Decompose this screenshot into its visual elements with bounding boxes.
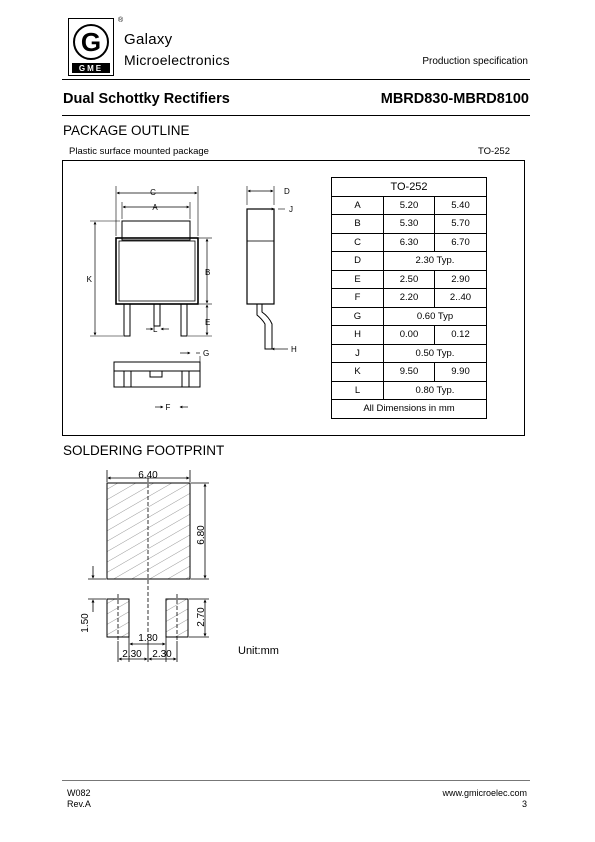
dim-symbol: A bbox=[332, 196, 384, 215]
dim-label-g: G bbox=[203, 349, 210, 358]
revision: Rev.A bbox=[67, 799, 91, 809]
dim-label-a: A bbox=[152, 203, 158, 212]
dim-symbol: G bbox=[332, 307, 384, 326]
dim-min: 2.20 bbox=[384, 289, 435, 308]
dim-typical: 0.50 Typ. bbox=[384, 344, 487, 363]
package-type: TO-252 bbox=[477, 146, 510, 157]
table-row bbox=[332, 233, 487, 252]
pitch-right-label: 2.30 bbox=[152, 649, 172, 660]
dim-max: 0.12 bbox=[435, 326, 487, 345]
table-row bbox=[332, 215, 487, 234]
pad-height-label: 2.70 bbox=[196, 607, 207, 627]
dim-typical: 2.30 Typ. bbox=[384, 252, 487, 271]
dim-max: 5.70 bbox=[435, 215, 487, 234]
logo-badge: GME bbox=[78, 64, 104, 73]
table-row bbox=[332, 252, 487, 271]
document-code: W082 bbox=[67, 788, 91, 798]
dim-min: 2.50 bbox=[384, 270, 435, 289]
website-link[interactable]: www.gmicroelec.com bbox=[442, 788, 527, 798]
dim-min: 9.50 bbox=[384, 363, 435, 382]
dim-max: 2..40 bbox=[435, 289, 487, 308]
dim-symbol: L bbox=[332, 381, 384, 400]
table-header: TO-252 bbox=[332, 178, 487, 197]
package-outline-heading: PACKAGE OUTLINE bbox=[63, 123, 190, 138]
dim-min: 5.20 bbox=[384, 196, 435, 215]
dim-symbol: K bbox=[332, 363, 384, 382]
dim-symbol: B bbox=[332, 215, 384, 234]
brand-subname: Microelectronics bbox=[124, 52, 230, 68]
part-number-range: MBRD830-MBRD8100 bbox=[380, 91, 529, 107]
product-title: Dual Schottky Rectifiers bbox=[63, 91, 230, 107]
dim-label-k: K bbox=[86, 275, 92, 284]
dim-symbol: H bbox=[332, 326, 384, 345]
table-row bbox=[332, 289, 487, 308]
dim-typical: 0.80 Typ. bbox=[384, 381, 487, 400]
table-header-row bbox=[332, 178, 487, 197]
dim-max: 6.70 bbox=[435, 233, 487, 252]
dim-min: 6.30 bbox=[384, 233, 435, 252]
page-number: 3 bbox=[521, 799, 527, 809]
footprint-height-label: 6.80 bbox=[196, 525, 207, 545]
spec-status: Production specification bbox=[422, 56, 528, 67]
table-row bbox=[332, 326, 487, 345]
dim-label-d: D bbox=[284, 187, 290, 196]
table-row bbox=[332, 363, 487, 382]
pad-width-label: 1.80 bbox=[138, 633, 158, 644]
footprint-width-label: 6.40 bbox=[138, 470, 158, 481]
dimensions-table bbox=[331, 177, 487, 419]
gap-label: 1.50 bbox=[80, 613, 91, 633]
dim-min: 5.30 bbox=[384, 215, 435, 234]
dim-max: 5.40 bbox=[435, 196, 487, 215]
dim-symbol: D bbox=[332, 252, 384, 271]
dim-symbol: J bbox=[332, 344, 384, 363]
dim-label-l: L bbox=[153, 325, 158, 334]
dim-label-e: E bbox=[205, 318, 211, 327]
dim-symbol: F bbox=[332, 289, 384, 308]
table-row bbox=[332, 270, 487, 289]
dim-symbol: C bbox=[332, 233, 384, 252]
dim-label-f: F bbox=[165, 403, 171, 412]
dim-label-b: B bbox=[205, 268, 211, 277]
table-row bbox=[332, 196, 487, 215]
table-row bbox=[332, 344, 487, 363]
dim-max: 2.90 bbox=[435, 270, 487, 289]
soldering-footprint-heading: SOLDERING FOOTPRINT bbox=[63, 443, 225, 458]
table-footer-row bbox=[332, 400, 487, 419]
dim-symbol: E bbox=[332, 270, 384, 289]
dim-label-c: C bbox=[150, 188, 156, 197]
dim-label-h: H bbox=[291, 345, 297, 354]
table-footer: All Dimensions in mm bbox=[332, 400, 487, 419]
pitch-left-label: 2.30 bbox=[122, 649, 142, 660]
logo-letter: G bbox=[80, 27, 102, 57]
table-row bbox=[332, 381, 487, 400]
unit-label: Unit:mm bbox=[238, 645, 279, 657]
dim-label-j: J bbox=[289, 205, 293, 214]
footer-divider bbox=[62, 780, 530, 781]
registered-mark: ® bbox=[118, 17, 124, 24]
package-description: Plastic surface mounted package bbox=[69, 146, 209, 157]
table-row bbox=[332, 307, 487, 326]
brand-name: Galaxy bbox=[124, 31, 173, 48]
dim-typical: 0.60 Typ bbox=[384, 307, 487, 326]
dim-max: 9.90 bbox=[435, 363, 487, 382]
dim-min: 0.00 bbox=[384, 326, 435, 345]
